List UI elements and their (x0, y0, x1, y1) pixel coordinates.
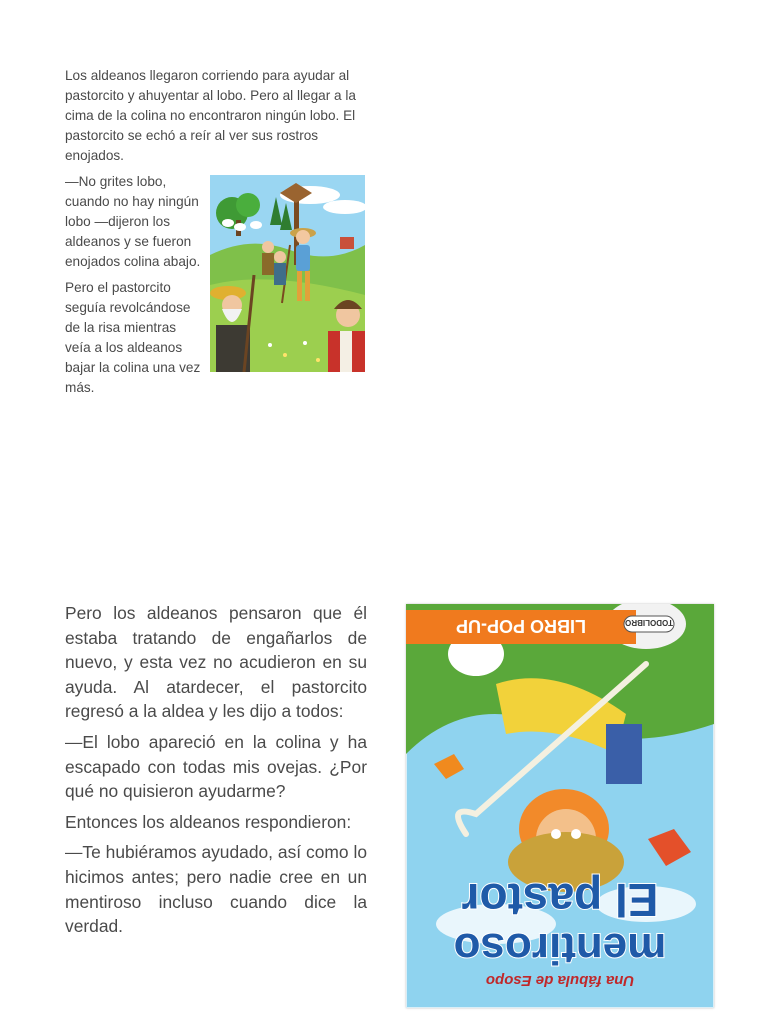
paragraph: —El lobo apareció en la colina y ha escapado con todas mis ovejas. ¿Por qué no quisieron ayudarme? (65, 731, 367, 802)
paragraph: —Te hubiéramos ayudado, así como lo hicimos antes; pero nadie cree en un mentiroso incluso cuando dice la verdad. (65, 842, 367, 937)
story-text-bottom (65, 601, 367, 945)
book-cover-image (406, 604, 714, 1008)
paragraph: Pero los aldeanos pensaron que él estaba tratando de engañarlos de nuevo, y esta vez no acudieron en su ayuda. Al atardecer, el pastorcito regresó a la aldea y les dijo a todos: (65, 603, 367, 722)
cover-publisher: TODOLIBRO (625, 618, 673, 627)
cover-title-line2: mentiroso (453, 924, 667, 973)
cover-title-line1: El pastor (461, 874, 659, 926)
cover-subtitle: Una fábula de Esopo (485, 972, 635, 989)
paragraph: Entonces los aldeanos respondieron: (65, 811, 352, 832)
cover-banner-text: LIBRO POP-UP (455, 616, 587, 636)
paragraph: —No grites lobo, cuando no hay ningún lobo —dijeron los aldeanos y se fueron enojados colina abajo. (65, 174, 201, 269)
paragraph: Pero el pastorcito seguía revolcándose de la risa mientras veía a los aldeanos bajar la colina una vez más. (65, 280, 201, 395)
paragraph: Los aldeanos llegaron corriendo para ayudar al pastorcito y ahuyentar al lobo. Pero al llegar a la cima de la colina no encontraron ningún lobo. El pastorcito se echó a reír al ver sus rostros enojados. (65, 68, 356, 163)
story-text-top (65, 66, 365, 404)
illustration-shepherd-villagers (210, 175, 365, 372)
